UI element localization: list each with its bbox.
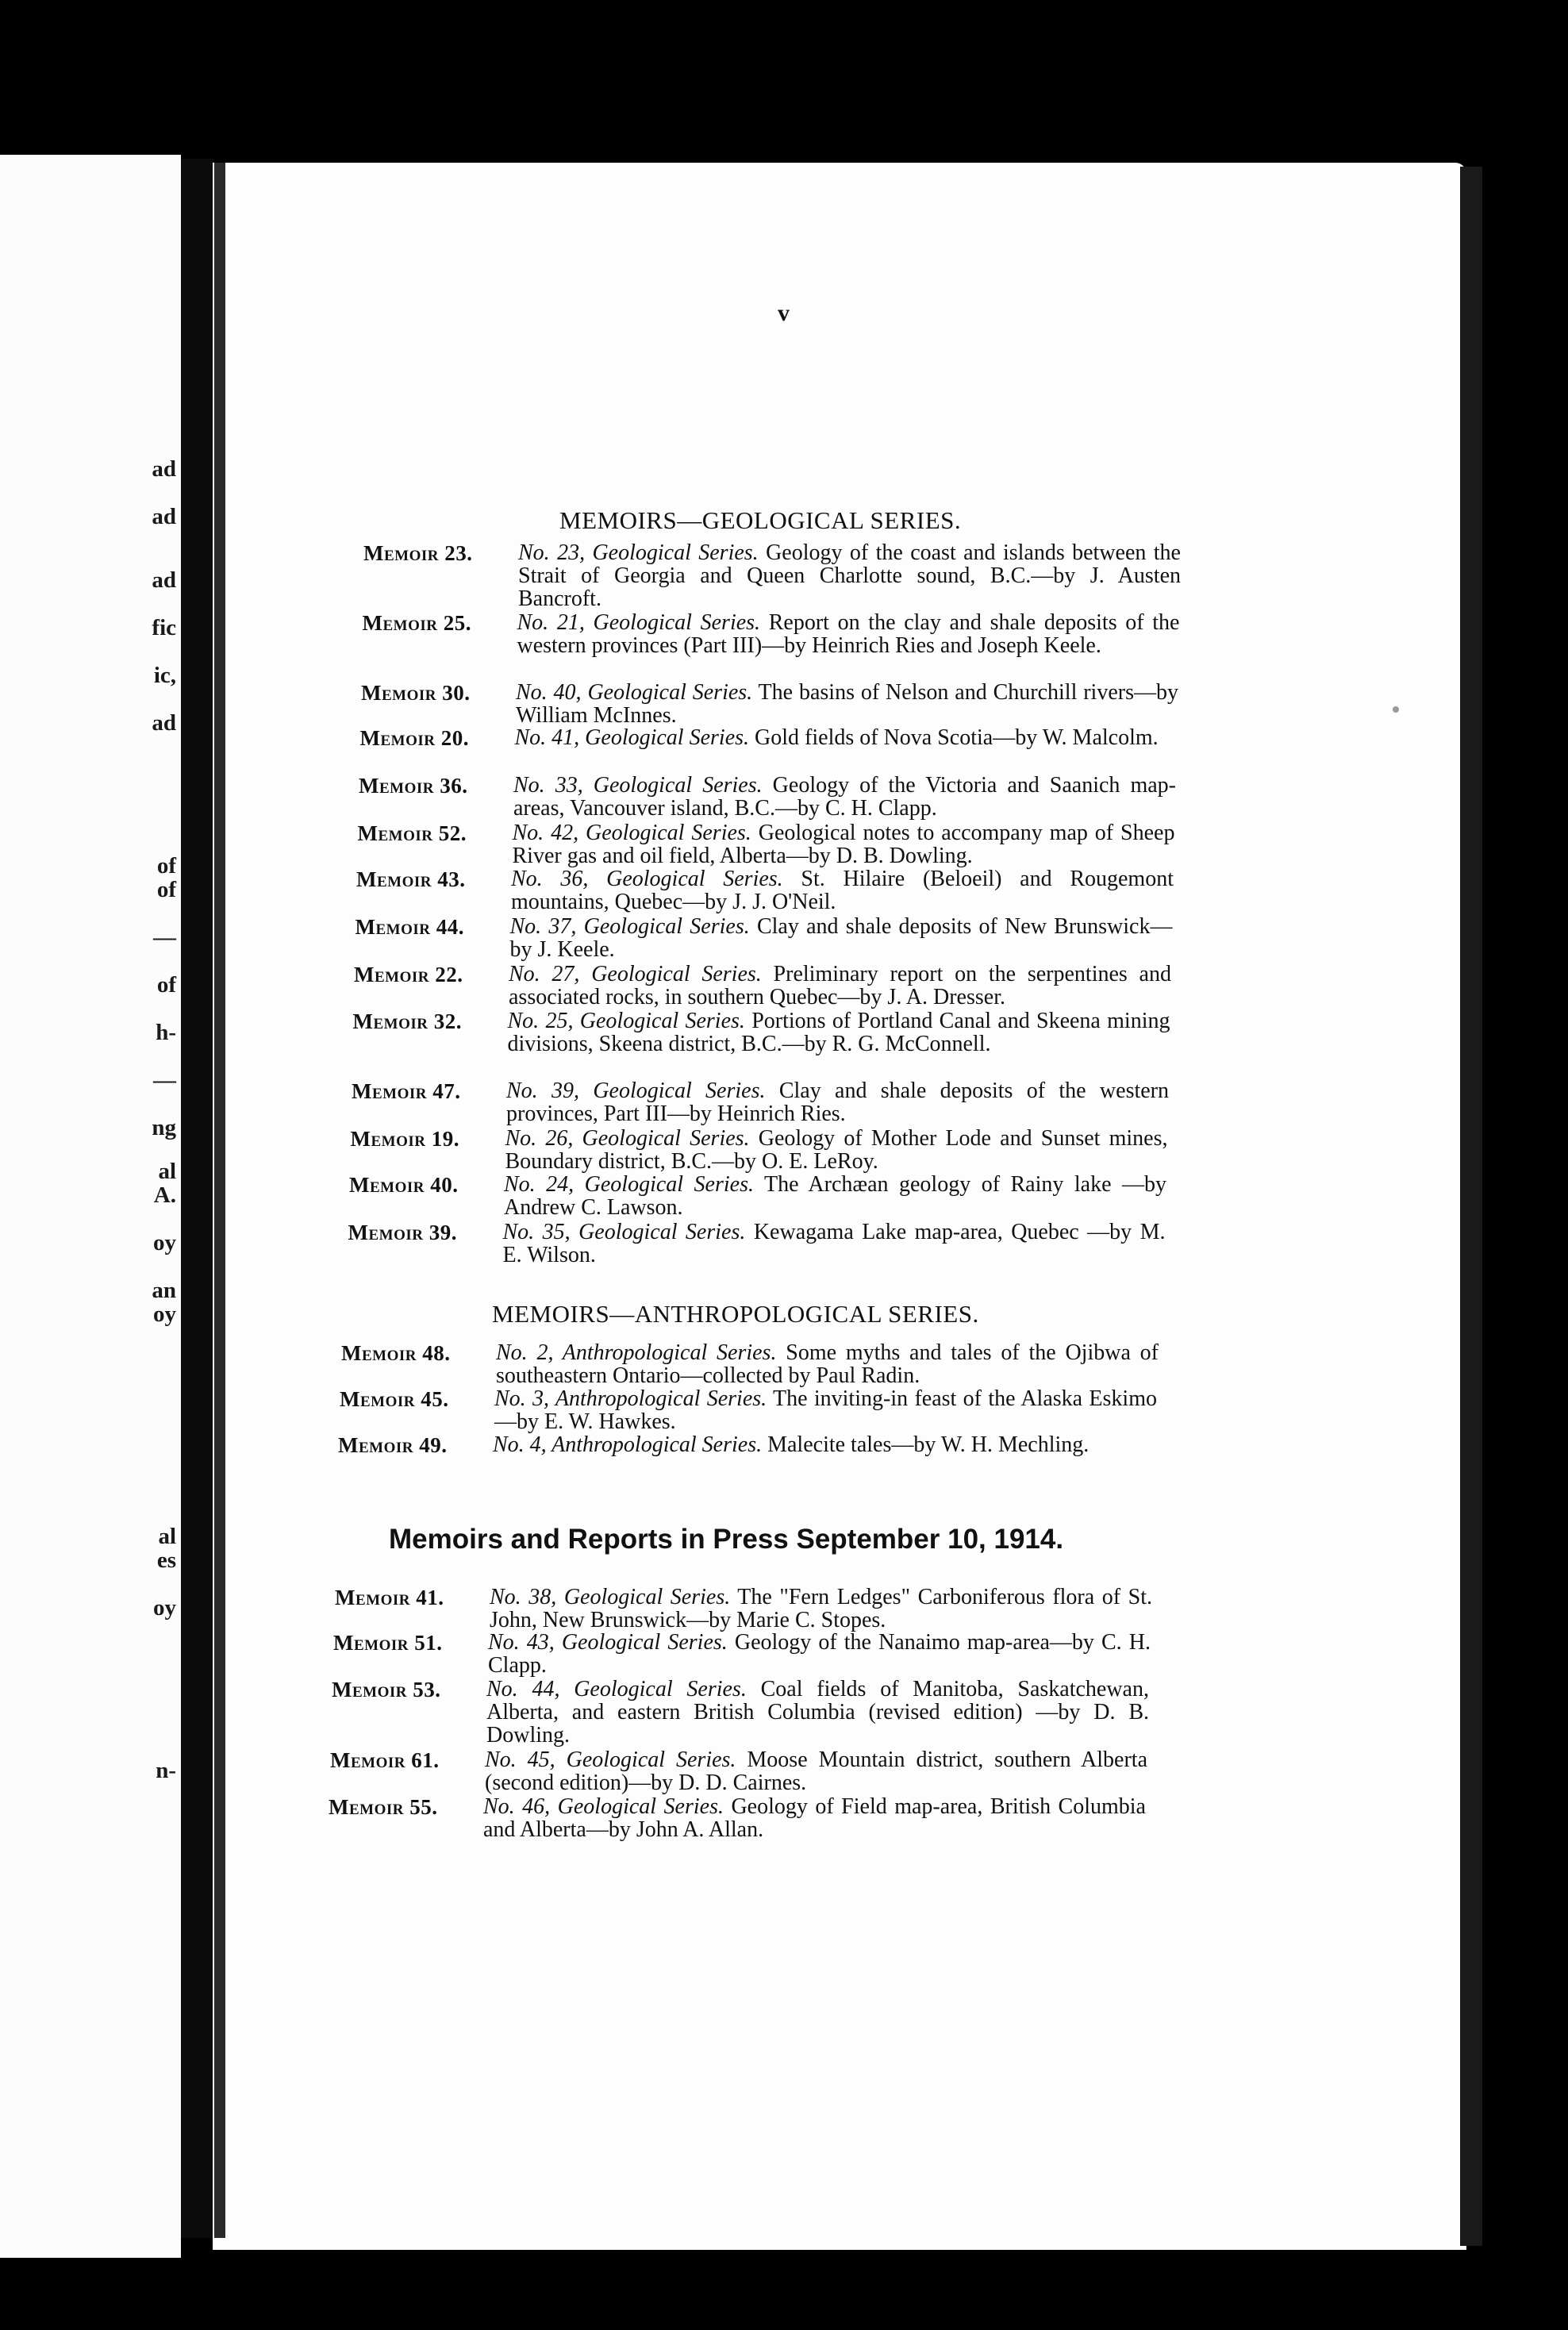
memoir-title: The inviting-in feast of the Alaska Eskimo—by E. W. Hawkes. bbox=[494, 1386, 1157, 1434]
page-number: v bbox=[778, 300, 790, 326]
memoir-title: Report on the clay and shale deposits of the western provinces (Part III)—by Heinrich Ries and Joseph Keele. bbox=[517, 610, 1180, 658]
memoir-title: Some myths and tales of the Ojibwa of southeastern Ontario—collected by Paul Radin. bbox=[496, 1340, 1159, 1388]
memoir-description bbox=[496, 1341, 1159, 1387]
memoir-title: Geology of the Nanaimo map-area—by C. H. Clapp. bbox=[488, 1630, 1151, 1678]
series-designation: No. 4, Anthropological Series. bbox=[493, 1432, 763, 1457]
series-designation: No. 27, Geological Series. bbox=[509, 962, 762, 986]
memoir-description bbox=[513, 774, 1176, 820]
book-gutter bbox=[181, 159, 214, 2238]
memoir-description bbox=[510, 915, 1173, 961]
left-page-fragment: al bbox=[158, 1159, 176, 1184]
left-page-fragment: fic bbox=[152, 615, 176, 640]
memoir-description bbox=[518, 541, 1181, 610]
memoir-label: Memoir 49. bbox=[338, 1433, 448, 1457]
left-page-fragment: ng bbox=[152, 1115, 176, 1140]
series-designation: No. 42, Geological Series. bbox=[512, 821, 751, 845]
memoir-description bbox=[504, 1173, 1166, 1219]
series-designation: No. 35, Geological Series. bbox=[502, 1220, 746, 1244]
memoir-description bbox=[503, 1221, 1166, 1267]
memoir-title: The Archæan geology of Rainy lake —by Andrew C. Lawson. bbox=[504, 1172, 1166, 1220]
left-page-fragment: ad bbox=[152, 567, 176, 593]
memoir-label: Memoir 55. bbox=[329, 1795, 438, 1819]
memoir-label: Memoir 20. bbox=[359, 726, 469, 750]
memoir-label: Memoir 51. bbox=[333, 1631, 443, 1655]
series-designation: No. 43, Geological Series. bbox=[488, 1630, 728, 1655]
page-shadow bbox=[1460, 167, 1482, 2246]
series-designation: No. 33, Geological Series. bbox=[513, 773, 763, 798]
memoir-title: Gold fields of Nova Scotia—by W. Malcolm. bbox=[749, 725, 1159, 750]
left-page-fragment: of bbox=[156, 877, 176, 902]
memoir-label: Memoir 61. bbox=[330, 1748, 440, 1772]
memoir-description bbox=[516, 681, 1178, 727]
series-designation: No. 38, Geological Series. bbox=[490, 1585, 731, 1609]
memoir-description bbox=[488, 1631, 1151, 1677]
memoir-title: Portions of Portland Canal and Skeena mining divisions, Skeena district, B.C.—by R. G. McConnell. bbox=[507, 1009, 1170, 1056]
left-page-fragment: oy bbox=[153, 1595, 176, 1621]
memoir-description bbox=[486, 1678, 1149, 1747]
left-page-fragment: ad bbox=[152, 504, 176, 529]
memoir-title: Geology of Field map-area, British Columbia and Alberta—by John A. Allan. bbox=[483, 1794, 1146, 1842]
memoir-description bbox=[506, 1079, 1169, 1125]
memoir-label: Memoir 40. bbox=[349, 1173, 459, 1197]
memoir-description bbox=[513, 821, 1175, 867]
left-page-fragment: of bbox=[156, 853, 176, 879]
memoir-title: The "Fern Ledges" Carboniferous flora of St. John, New Brunswick—by Marie C. Stopes. bbox=[490, 1585, 1152, 1632]
memoir-label: Memoir 53. bbox=[332, 1678, 441, 1701]
memoir-label: Memoir 25. bbox=[362, 611, 471, 635]
memoir-label: Memoir 48. bbox=[341, 1341, 451, 1365]
series-designation: No. 3, Anthropological Series. bbox=[494, 1386, 767, 1411]
memoir-title: Malecite tales—by W. H. Mechling. bbox=[762, 1432, 1090, 1457]
series-designation: No. 40, Geological Series. bbox=[516, 680, 753, 705]
left-page-fragment: ad bbox=[152, 710, 176, 736]
memoir-label: Memoir 44. bbox=[355, 915, 464, 939]
memoir-title: St. Hilaire (Beloeil) and Rougemont mountains, Quebec—by J. J. O'Neil. bbox=[511, 867, 1174, 914]
left-page-fragment: an bbox=[152, 1278, 176, 1303]
left-page-fragment: ic, bbox=[153, 663, 176, 688]
memoir-label: Memoir 19. bbox=[350, 1127, 459, 1151]
memoir-title: Geology of Mother Lode and Sunset mines, Boundary district, B.C.—by O. E. LeRoy. bbox=[505, 1126, 1168, 1174]
memoir-description bbox=[493, 1433, 1155, 1456]
memoir-description bbox=[490, 1586, 1152, 1632]
memoir-description bbox=[517, 611, 1180, 657]
memoir-title: Geological notes to accompany map of Sheep River gas and oil field, Alberta—by D. B. Dowling. bbox=[512, 821, 1175, 868]
memoir-label: Memoir 41. bbox=[335, 1586, 444, 1609]
series-designation: No. 21, Geological Series. bbox=[517, 610, 761, 635]
memoir-title: Clay and shale deposits of New Brunswick—by J. Keele. bbox=[509, 914, 1173, 962]
left-page-fragment: es bbox=[156, 1548, 176, 1573]
memoir-label: Memoir 30. bbox=[361, 681, 471, 705]
series-designation: No. 46, Geological Series. bbox=[483, 1794, 724, 1819]
memoir-description bbox=[509, 963, 1171, 1009]
series-designation: No. 24, Geological Series. bbox=[504, 1172, 754, 1197]
memoir-title: Clay and shale deposits of the western provinces, Part III—by Heinrich Ries. bbox=[506, 1078, 1169, 1126]
left-page-fragment: ad bbox=[152, 456, 176, 482]
left-page-fragment: — bbox=[153, 1067, 176, 1093]
memoir-title: Geology of the Victoria and Saanich map-areas, Vancouver island, B.C.—by C. H. Clapp. bbox=[513, 773, 1176, 821]
memoir-description bbox=[485, 1748, 1147, 1794]
series-designation: No. 37, Geological Series. bbox=[509, 914, 750, 939]
left-facing-page bbox=[0, 155, 181, 2258]
left-page-fragment: of bbox=[156, 972, 176, 998]
in-press-heading: Memoirs and Reports in Press September 10, 1914. bbox=[389, 1524, 1064, 1555]
memoir-description bbox=[483, 1795, 1146, 1841]
memoir-title: Moose Mountain district, southern Alberta (second edition)—by D. D. Cairnes. bbox=[485, 1748, 1147, 1795]
memoir-description bbox=[505, 1127, 1168, 1173]
memoir-label: Memoir 52. bbox=[357, 821, 467, 845]
memoir-title: The basins of Nelson and Churchill rivers—by William McInnes. bbox=[516, 680, 1178, 728]
anthropological-series-heading: MEMOIRS—ANTHROPOLOGICAL SERIES. bbox=[492, 1300, 979, 1328]
memoir-label: Memoir 32. bbox=[352, 1009, 462, 1033]
memoir-description bbox=[515, 726, 1178, 749]
series-designation: No. 2, Anthropological Series. bbox=[496, 1340, 777, 1365]
memoir-label: Memoir 36. bbox=[359, 774, 468, 798]
ink-speck bbox=[1393, 706, 1399, 713]
series-designation: No. 39, Geological Series. bbox=[506, 1078, 766, 1103]
left-page-fragment: h- bbox=[156, 1020, 176, 1045]
memoir-title: Preliminary report on the serpentines and associated rocks, in southern Quebec—by J. A. Dresser. bbox=[509, 962, 1171, 1009]
memoir-label: Memoir 23. bbox=[363, 541, 473, 565]
memoir-description bbox=[511, 867, 1174, 913]
geological-series-heading: MEMOIRS—GEOLOGICAL SERIES. bbox=[559, 506, 962, 534]
left-page-fragment: n- bbox=[156, 1758, 176, 1783]
left-page-fragment: al bbox=[158, 1524, 176, 1549]
series-designation: No. 45, Geological Series. bbox=[485, 1748, 736, 1772]
memoir-description bbox=[508, 1009, 1170, 1055]
left-page-fragment: oy bbox=[153, 1301, 176, 1327]
left-page-fragment: A. bbox=[153, 1182, 176, 1208]
series-designation: No. 36, Geological Series. bbox=[511, 867, 783, 891]
series-designation: No. 23, Geological Series. bbox=[518, 540, 759, 565]
page-edge bbox=[214, 163, 225, 2238]
series-designation: No. 25, Geological Series. bbox=[507, 1009, 745, 1033]
series-designation: No. 26, Geological Series. bbox=[505, 1126, 750, 1151]
memoir-title: Kewagama Lake map-area, Quebec —by M. E. Wilson. bbox=[502, 1220, 1166, 1267]
series-designation: No. 41, Geological Series. bbox=[514, 725, 750, 750]
series-designation: No. 44, Geological Series. bbox=[486, 1677, 747, 1701]
memoir-label: Memoir 47. bbox=[352, 1079, 461, 1103]
memoir-title: Geology of the coast and islands between the Strait of Georgia and Queen Charlotte sound, B.C.—by J. Austen Bancroft. bbox=[518, 540, 1181, 611]
memoir-label: Memoir 43. bbox=[356, 867, 466, 891]
memoir-label: Memoir 39. bbox=[348, 1221, 457, 1244]
memoir-label: Memoir 45. bbox=[340, 1387, 449, 1411]
memoir-description bbox=[494, 1387, 1157, 1433]
memoir-label: Memoir 22. bbox=[354, 963, 463, 986]
left-page-fragment: — bbox=[153, 925, 176, 950]
left-page-fragment: oy bbox=[153, 1230, 176, 1255]
memoir-title: Coal fields of Manitoba, Saskatchewan, Alberta, and eastern British Columbia (revised edition) —by D. B. Dowling. bbox=[486, 1677, 1149, 1748]
